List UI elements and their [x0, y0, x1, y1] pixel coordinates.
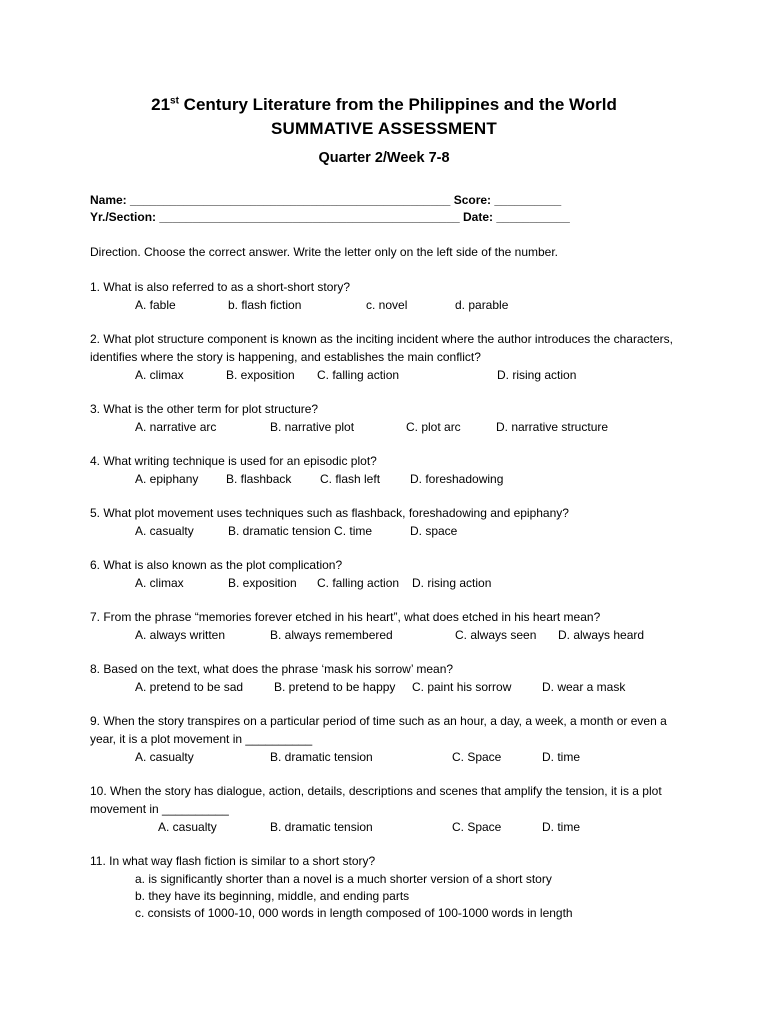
option: C. paint his sorrow	[412, 680, 512, 694]
option: D. always heard	[558, 628, 645, 642]
option: C. Space	[452, 750, 502, 764]
option: D. foreshadowing	[410, 472, 504, 486]
option: B. dramatic tension C. time	[228, 524, 373, 538]
question-stem: 10. When the story has dialogue, action, details, descriptions and scenes that amplify the tension, it is a plot movement in __________	[90, 784, 662, 816]
option: a. is significantly shorter than a novel is a much shorter version of a short story	[135, 872, 552, 886]
question-stem: 5. What plot movement uses techniques such as flashback, foreshadowing and epiphany?	[90, 506, 569, 520]
question-10	[90, 783, 690, 818]
option: D. time	[542, 820, 581, 834]
question-stem: 4. What writing technique is used for an episodic plot?	[90, 454, 377, 468]
option: C. always seen	[455, 628, 537, 642]
question-9	[90, 713, 690, 748]
assessment-title: SUMMATIVE ASSESSMENT	[271, 119, 497, 138]
option: b. they have its beginning, middle, and ending parts	[135, 889, 410, 903]
option: B. pretend to be happy	[274, 680, 396, 694]
question-8	[90, 661, 690, 679]
option: B. narrative plot	[270, 420, 355, 434]
option: B. always remembered	[270, 628, 393, 642]
question-stem: 2. What plot structure component is known as the inciting incident where the author introduces the characters, identifies where the story is happening, and establishes the main conflict?	[90, 332, 673, 364]
option: D. space	[410, 524, 458, 538]
question-7	[90, 609, 690, 627]
option: A. fable	[135, 298, 176, 312]
question-6	[90, 557, 690, 575]
option: D. time	[542, 750, 581, 764]
header	[0, 93, 768, 169]
option: B. exposition	[226, 368, 295, 382]
option: A. climax	[135, 576, 184, 590]
title-prefix: 21	[151, 95, 171, 114]
option: A. pretend to be sad	[135, 680, 244, 694]
option: A. always written	[135, 628, 226, 642]
option: D. rising action	[497, 368, 577, 382]
section-date-line: Yr./Section: _____________________________________________ Date: ___________	[90, 210, 570, 224]
question-stem: 9. When the story transpires on a particular period of time such as an hour, a day, a week, a month or even a year, it is a plot movement in __________	[90, 714, 667, 746]
question-1	[90, 279, 690, 297]
question-stem: 11. In what way flash fiction is similar to a short story?	[90, 854, 376, 868]
direction-text: Direction. Choose the correct answer. Write the letter only on the left side of the number.	[90, 245, 559, 259]
question-stem: 8. Based on the text, what does the phrase ‘mask his sorrow’ mean?	[90, 662, 454, 676]
name-score-line: Name: ________________________________________________ Score: __________	[90, 193, 562, 207]
question-11	[90, 853, 690, 871]
course-title	[0, 93, 768, 117]
quarter-label: Quarter 2/Week 7-8	[318, 150, 450, 166]
option: B. flashback	[226, 472, 292, 486]
question-stem: 6. What is also known as the plot complication?	[90, 558, 343, 572]
option: b. flash fiction	[228, 298, 302, 312]
option: B. dramatic tension	[270, 750, 373, 764]
title-rest: Century Literature from the Philippines and the World	[178, 95, 617, 114]
option: C. falling action	[317, 576, 400, 590]
option: c. consists of 1000-10, 000 words in length composed of 100-1000 words in length	[135, 906, 573, 920]
option: A. epiphany	[135, 472, 199, 486]
option: A. casualty	[135, 750, 194, 764]
option: C. falling action	[317, 368, 400, 382]
option: D. wear a mask	[542, 680, 626, 694]
option: D. narrative structure	[496, 420, 609, 434]
question-4	[90, 453, 690, 471]
option: d. parable	[455, 298, 509, 312]
option: B. exposition	[228, 576, 297, 590]
option: D. rising action	[412, 576, 492, 590]
option: A. narrative arc	[135, 420, 217, 434]
option: C. Space	[452, 820, 502, 834]
option: C. plot arc	[406, 420, 461, 434]
option: C. flash left	[320, 472, 381, 486]
option: A. climax	[135, 368, 184, 382]
question-5	[90, 505, 690, 523]
option: B. dramatic tension	[270, 820, 373, 834]
title-superscript: st	[170, 95, 179, 107]
question-2	[90, 331, 690, 366]
question-stem: 3. What is the other term for plot structure?	[90, 402, 319, 416]
question-stem: 7. From the phrase “memories forever etched in his heart”, what does etched in his heart mean?	[90, 610, 601, 624]
option: c. novel	[366, 298, 408, 312]
question-stem: 1. What is also referred to as a short-short story?	[90, 280, 351, 294]
question-3	[90, 401, 690, 419]
option: A. casualty	[158, 820, 217, 834]
option: A. casualty	[135, 524, 194, 538]
